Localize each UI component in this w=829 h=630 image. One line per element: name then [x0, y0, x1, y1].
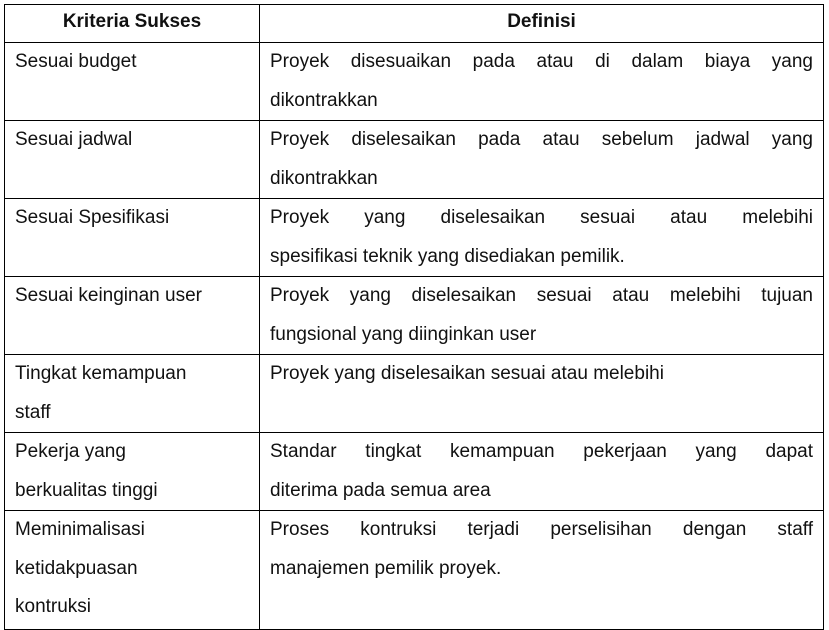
definition-cell: [260, 277, 824, 355]
definition-line: Proyek yang diselesaikan sesuai atau melebihi: [270, 363, 664, 384]
criteria-cell: [5, 355, 260, 433]
table-row: [5, 277, 824, 355]
criteria-line: berkualitas tinggi: [15, 479, 158, 501]
definition-cell: [260, 433, 824, 511]
table-row: [5, 43, 824, 121]
criteria-line: Sesuai budget: [15, 51, 137, 72]
definition-line: Proyek disesuaikan pada atau di dalam biaya yang: [270, 51, 813, 72]
criteria-line: ketidakpuasan: [15, 557, 138, 579]
table-row: [5, 355, 824, 433]
criteria-cell: [5, 277, 260, 355]
table-row: [5, 121, 824, 199]
definition-line: Proses kontruksi terjadi perselisihan dengan staff: [270, 519, 813, 540]
criteria-line: staff: [15, 401, 51, 423]
definition-line: spesifikasi teknik yang disediakan pemilik.: [270, 245, 625, 267]
definition-line: Proyek yang diselesaikan sesuai atau melebihi: [270, 207, 813, 228]
table-row: [5, 511, 824, 630]
definition-line: dikontrakkan: [270, 167, 378, 189]
definition-line: Proyek diselesaikan pada atau sebelum jadwal yang: [270, 129, 813, 150]
criteria-line: Tingkat kemampuan: [15, 363, 187, 384]
definition-line: fungsional yang diinginkan user: [270, 323, 537, 345]
criteria-cell: [5, 121, 260, 199]
definition-cell: [260, 121, 824, 199]
definition-line: Proyek yang diselesaikan sesuai atau melebihi tujuan: [270, 285, 813, 306]
definition-cell: [260, 199, 824, 277]
criteria-line: kontruksi: [15, 596, 92, 617]
definition-line: diterima pada semua area: [270, 479, 491, 501]
definition-line: manajemen pemilik proyek.: [270, 557, 502, 579]
criteria-cell: [5, 511, 260, 630]
success-criteria-table: [4, 4, 824, 630]
criteria-cell: [5, 433, 260, 511]
definition-cell: [260, 355, 824, 433]
header-criteria: Kriteria Sukses: [5, 5, 260, 43]
table-row: [5, 433, 824, 511]
definition-line: dikontrakkan: [270, 89, 378, 111]
definition-cell: [260, 43, 824, 121]
criteria-cell: [5, 199, 260, 277]
criteria-line: Sesuai keinginan user: [15, 285, 202, 306]
criteria-line: Pekerja yang: [15, 441, 126, 462]
header-row: [5, 5, 824, 43]
criteria-line: Meminimalisasi: [15, 519, 145, 540]
criteria-line: Sesuai jadwal: [15, 129, 133, 150]
definition-cell: [260, 511, 824, 630]
definition-line: Standar tingkat kemampuan pekerjaan yang dapat: [270, 441, 813, 462]
criteria-cell: [5, 43, 260, 121]
criteria-line: Sesuai Spesifikasi: [15, 207, 170, 228]
table-row: [5, 199, 824, 277]
header-definition: Definisi: [260, 5, 824, 43]
